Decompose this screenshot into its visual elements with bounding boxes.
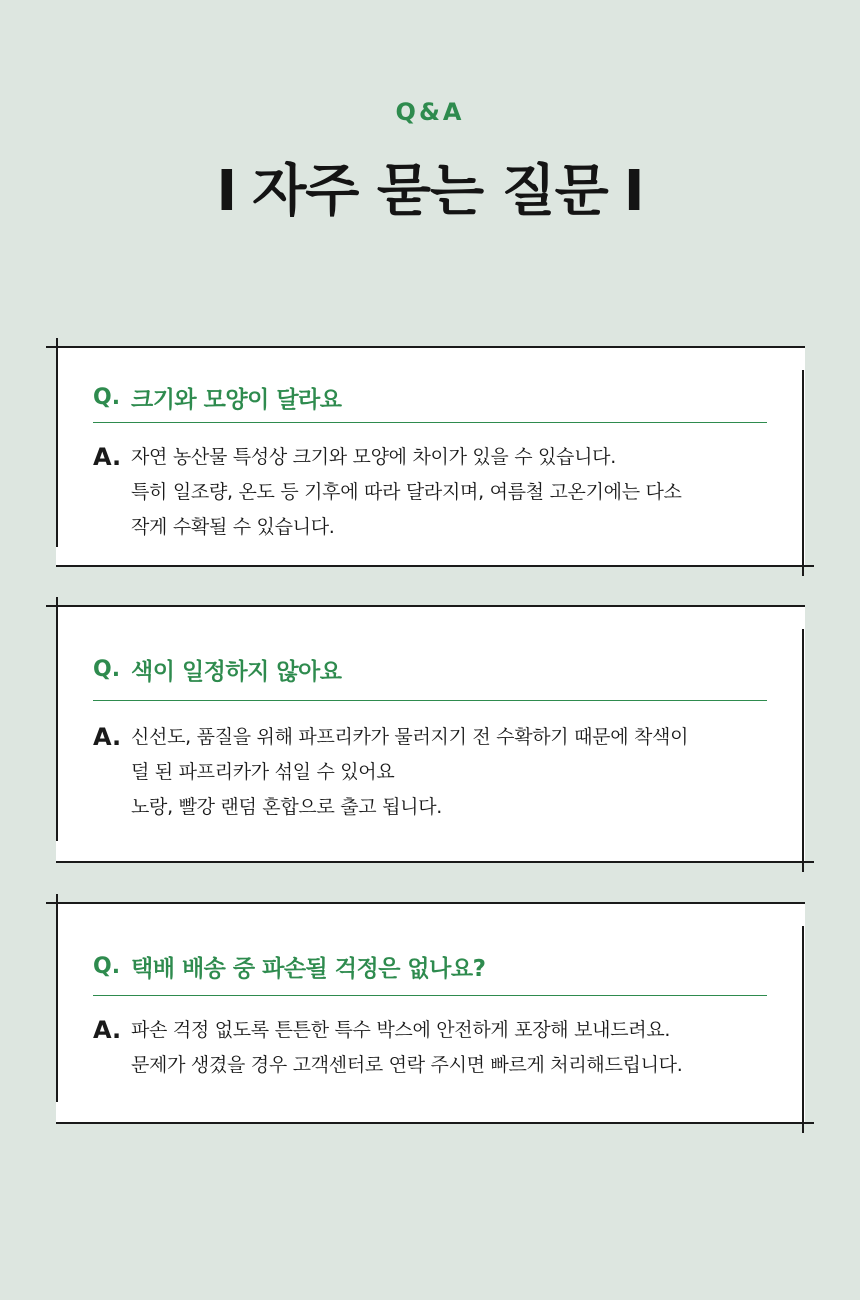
answer-row [93, 1013, 767, 1083]
card-bottom-line [56, 861, 814, 863]
a-mark: A. [93, 723, 122, 751]
card-left-line [56, 894, 58, 1102]
answer-line: 문제가 생겼을 경우 고객센터로 연락 주시면 빠르게 처리해드립니다. [131, 1054, 683, 1076]
card-right-line [802, 370, 804, 576]
title-bar-left: I [216, 159, 237, 224]
question-text: 색이 일정하지 않아요 [131, 659, 342, 685]
page-title-text: 자주 묻는 질문 [252, 159, 608, 224]
question-text: 택배 배송 중 파손될 걱정은 없나요? [131, 956, 486, 982]
card-left-line [56, 597, 58, 841]
answer-line: 노랑, 빨강 랜덤 혼합으로 출고 됩니다. [131, 796, 442, 818]
a-mark: A. [93, 1016, 122, 1044]
answer-text [131, 720, 688, 825]
answer-row [93, 440, 767, 545]
card-right-line [802, 629, 804, 872]
question-row [93, 372, 767, 423]
answer-line: 덜 된 파프리카가 섞일 수 있어요 [131, 761, 395, 783]
card-right-line [802, 926, 804, 1133]
title-bar-right: I [623, 159, 644, 224]
q-mark: Q. [93, 954, 121, 979]
q-mark: Q. [93, 384, 121, 410]
card-top-line [46, 346, 805, 348]
faq-card [56, 605, 805, 863]
q-mark: Q. [93, 657, 121, 682]
eyebrow-label: Q&A [395, 98, 465, 126]
card-top-line [46, 902, 805, 904]
question-row [93, 639, 767, 701]
answer-text [131, 1013, 682, 1083]
card-left-line [56, 338, 58, 547]
answer-line: 신선도, 품질을 위해 파프리카가 물러지기 전 수확하기 때문에 착색이 [131, 726, 689, 748]
faq-card [56, 902, 805, 1124]
faq-card [56, 346, 805, 567]
card-bottom-line [56, 565, 814, 567]
answer-text [131, 440, 682, 545]
answer-line: 자연 농산물 특성상 크기와 모양에 차이가 있을 수 있습니다. [131, 446, 616, 468]
page-title [0, 156, 860, 228]
question-row [93, 938, 767, 996]
answer-line: 작게 수확될 수 있습니다. [131, 516, 335, 538]
answer-row [93, 720, 767, 825]
answer-line: 특히 일조량, 온도 등 기후에 따라 달라지며, 여름철 고온기에는 다소 [131, 481, 682, 503]
card-top-line [46, 605, 805, 607]
question-text: 크기와 모양이 달라요 [131, 386, 342, 413]
a-mark: A. [93, 443, 122, 471]
answer-line: 파손 걱정 없도록 튼튼한 특수 박스에 안전하게 포장해 보내드려요. [131, 1019, 671, 1041]
card-bottom-line [56, 1122, 814, 1124]
